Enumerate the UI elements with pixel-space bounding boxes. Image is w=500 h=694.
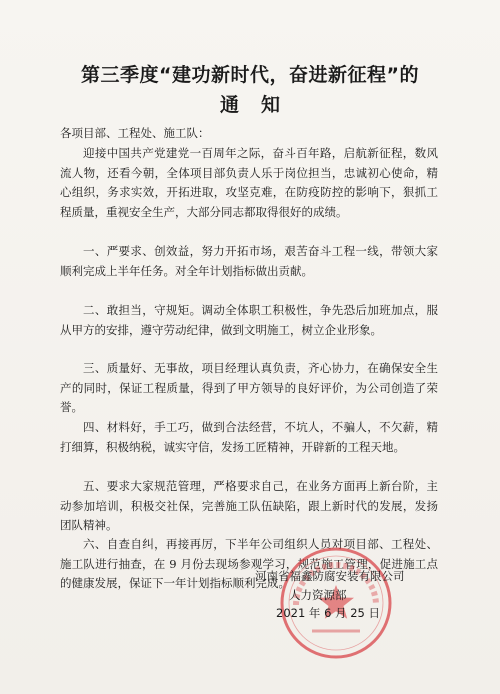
paragraph-item-4: 四、材料好，手工巧，做到合法经营，不坑人，不骗人，不欠薪，精打细算，积极纳税，诚实守信，发扬工匠精神，开辟新的工程天地。 xyxy=(60,420,438,454)
paragraph-item-3: 三、质量好、无事故，项目经理认真负责，齐心协力，在确保安全生产的同时，保证工程质量，得到了甲方领导的良好评价，为公司创造了荣誉。 xyxy=(60,361,438,415)
signature-organization: 河南省福鑫防腐安装有限公司 xyxy=(255,569,405,583)
paragraph-item-6: 六、自查自纠，再接再厉，下半年公司组织人员对项目部、工程处、施工队进行抽查，在 9 月份去现场参观学习，规范施工管理，促进施工点的健康发展，保证下一年计划指标顺利完成。 xyxy=(60,537,438,591)
notice-title-subtitle: 通知 xyxy=(219,94,302,116)
signature-department: 人力资源部 xyxy=(289,588,347,602)
salutation: 各项目部、工程处、施工队： xyxy=(60,126,210,140)
paragraph-intro: 迎接中国共产党建党一百周年之际，奋斗百年路，启航新征程，数风流人物，还看今朝，全体项目部负责人乐于岗位担当，忠诚初心使命，精心组织，务求实效，开拓进取，攻坚克难，在防疫防控的影响下，狠抓工程质量，重视安全生产，大部分同志都取得很好的成绩。 xyxy=(60,146,438,219)
notice-title: 第三季度“建功新时代，奋进新征程”的 xyxy=(81,64,419,86)
signature-date: 2021 年 6 月 25 日 xyxy=(276,606,380,620)
paragraph-item-1: 一、严要求、创效益，努力开拓市场，艰苦奋斗工程一线，带领大家顺利完成上半年任务。对全年计划指标做出贡献。 xyxy=(60,244,438,278)
paragraph-item-2: 二、敢担当，守规矩。调动全体职工积极性，争先恐后加班加点，服从甲方的安排，遵守劳动纪律，做到文明施工，树立企业形象。 xyxy=(60,303,438,337)
paragraph-item-5: 五、要求大家规范管理，严格要求自己，在业务方面再上新台阶，主动参加培训，积极交社保，完善施工队伍缺陷，跟上新时代的发展，发扬团队精神。 xyxy=(60,479,438,533)
